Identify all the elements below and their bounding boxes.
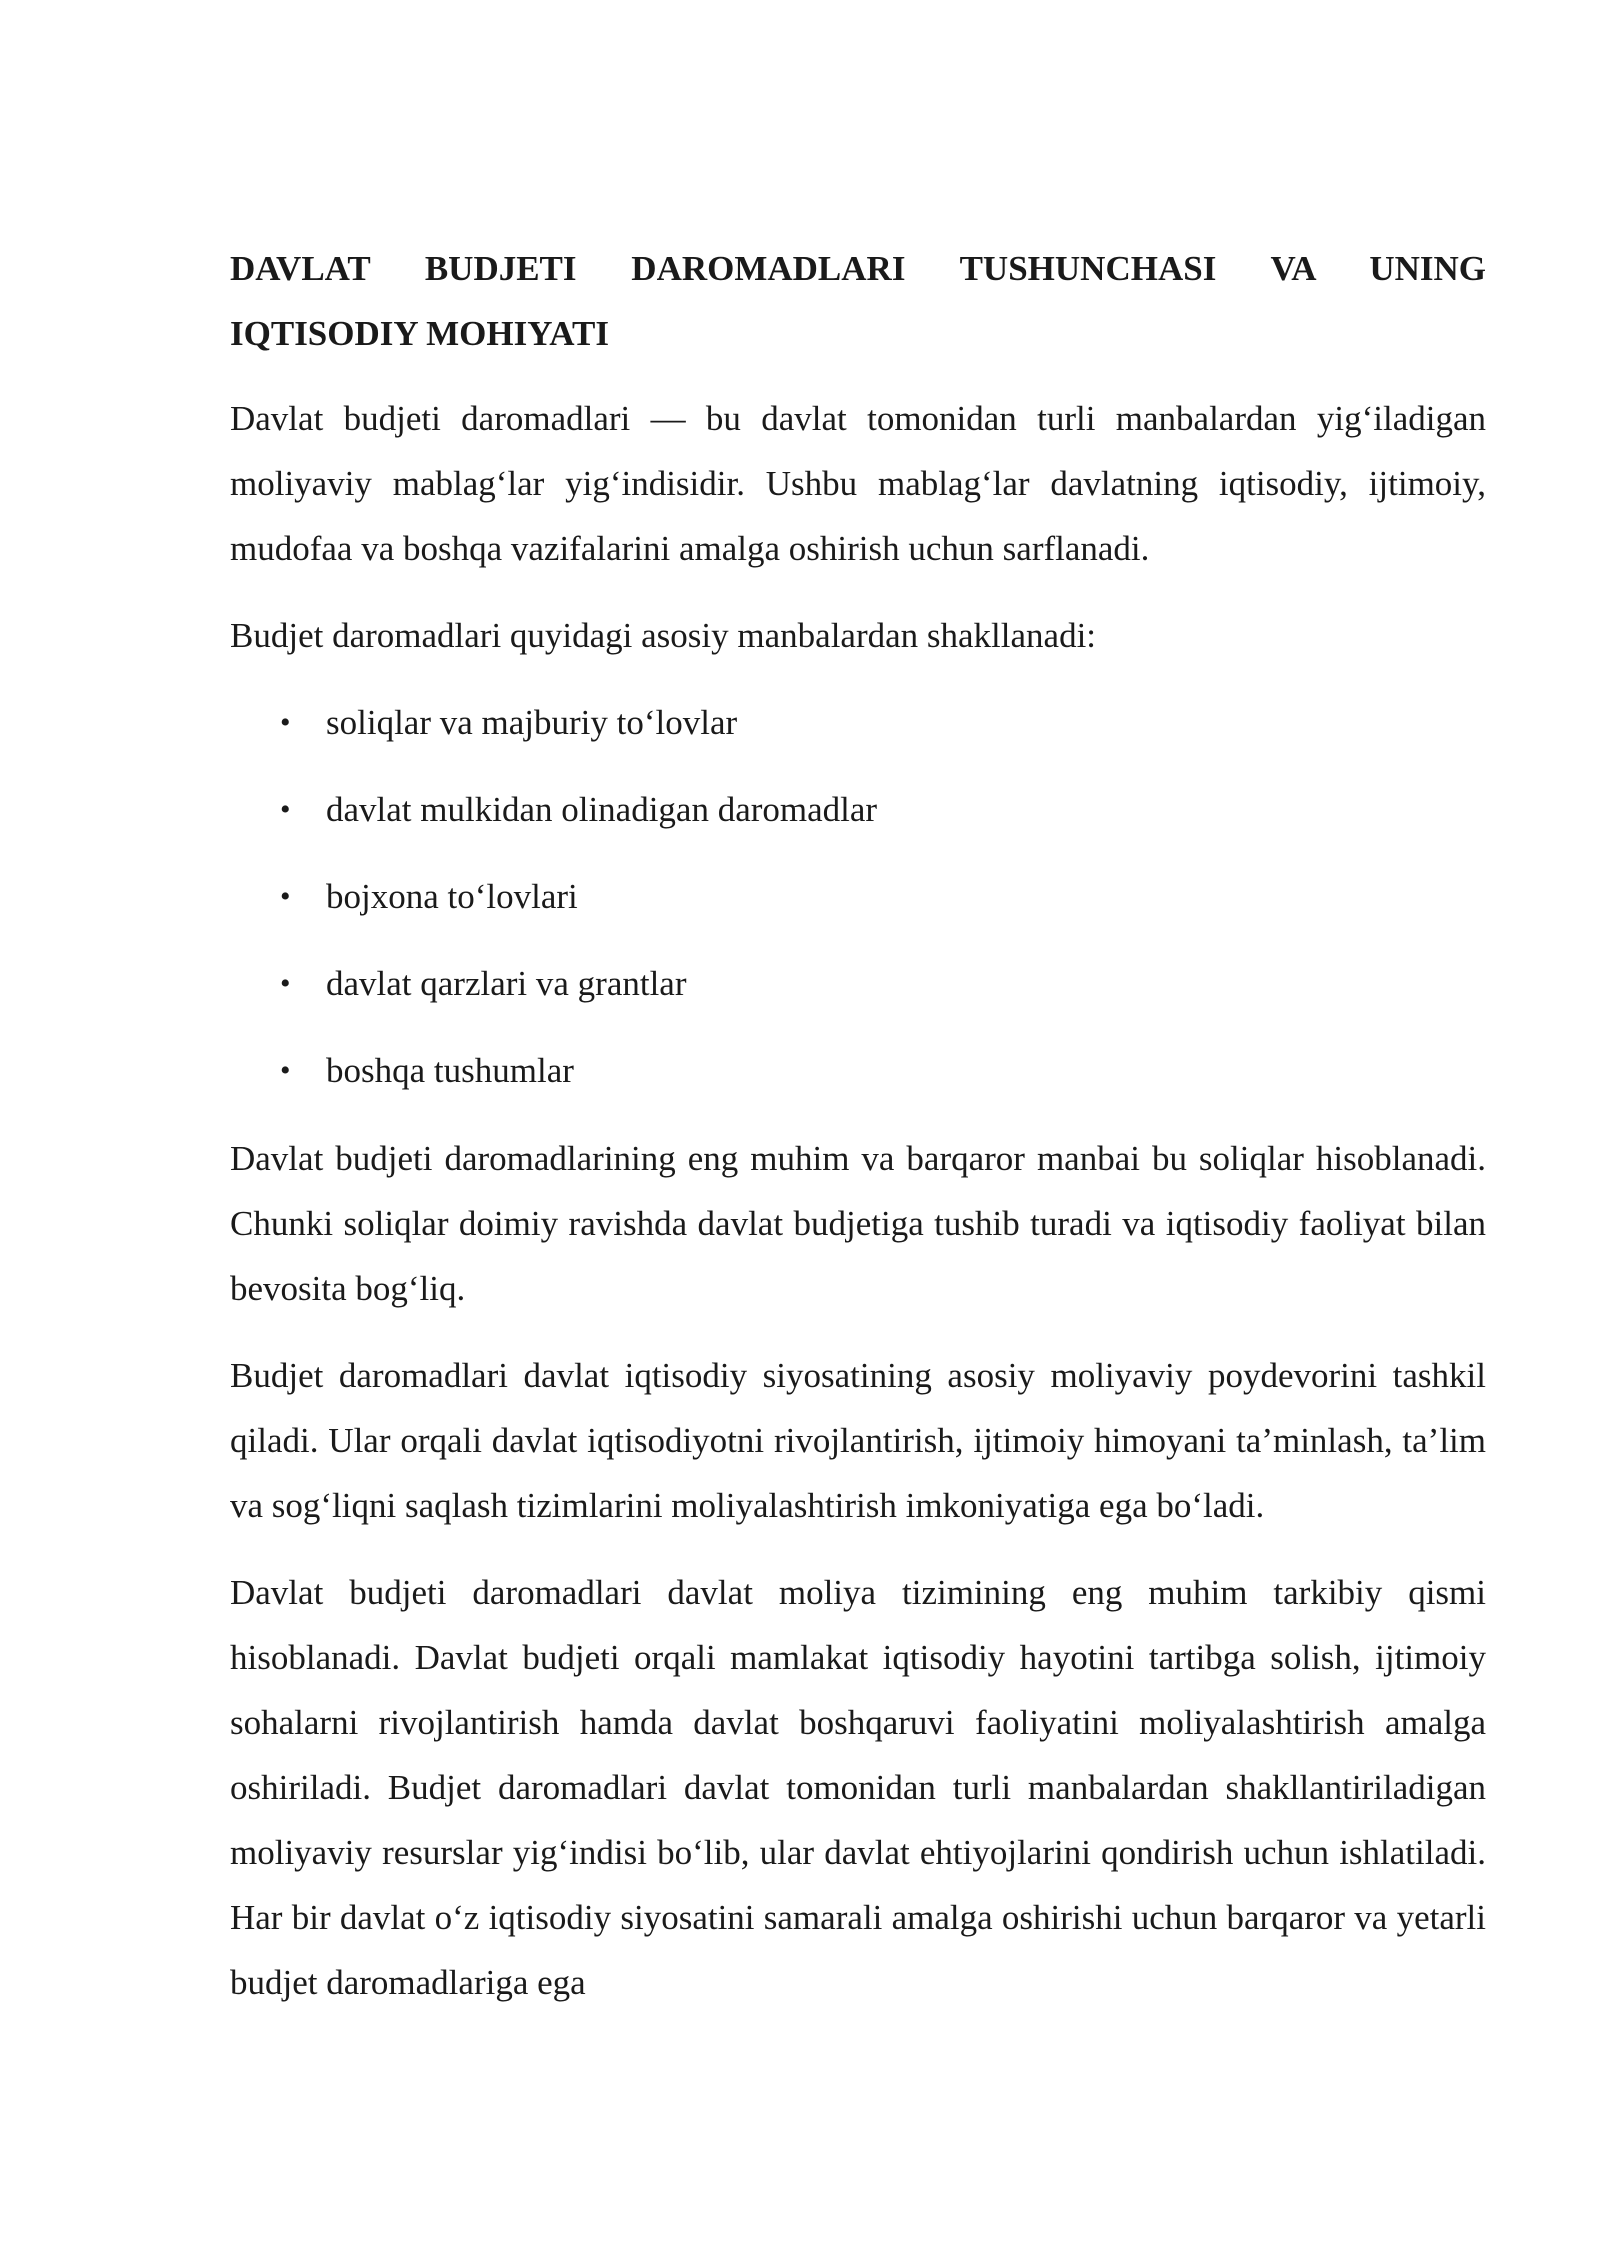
list-item	[230, 777, 1486, 842]
list-item-text: bojxona to‘lovlari	[326, 877, 578, 916]
list-item-text: boshqa tushumlar	[326, 1051, 574, 1090]
list-item-text: davlat qarzlari va grantlar	[326, 964, 687, 1003]
paragraph-sources-intro: Budjet daromadlari quyidagi asosiy manbalardan shakllanadi:	[230, 616, 1097, 655]
bullet-icon: •	[280, 967, 291, 1000]
sources-list	[230, 690, 1486, 1103]
paragraph-definition: Davlat budjeti daromadlari — bu davlat tomonidan turli manbalardan yig‘iladigan moliyaviy mablag‘lar yig‘indisidir. Ushbu mablag‘lar davlatning iqtisodiy, ijtimoiy, mudofaa va boshqa vazifalarini amalga oshirish uchun sarflanadi.	[230, 399, 1486, 568]
document-title-line2: IQTISODIY MOHIYATI	[230, 314, 609, 353]
bullet-icon: •	[280, 706, 291, 739]
document-title	[230, 236, 1486, 366]
paragraph-taxes: Davlat budjeti daromadlarining eng muhim va barqaror manbai bu soliqlar hisoblanadi. Chunki soliqlar doimiy ravishda davlat budjetiga tushib turadi va iqtisodiy faoliyat bilan bevosita bog‘liq.	[230, 1139, 1486, 1308]
bullet-icon: •	[280, 880, 291, 913]
list-item	[230, 690, 1486, 755]
list-item-text: davlat mulkidan olinadigan daromadlar	[326, 790, 878, 829]
document-title-line1: DAVLAT BUDJETI DAROMADLARI TUSHUNCHASI VA UNING	[230, 249, 1486, 288]
list-item	[230, 864, 1486, 929]
list-item-text: soliqlar va majburiy to‘lovlar	[326, 703, 738, 742]
paragraph-policy: Budjet daromadlari davlat iqtisodiy siyosatining asosiy moliyaviy poydevorini tashkil qiladi. Ular orqali davlat iqtisodiyotni rivojlantirish, ijtimoiy himoyani ta’minlash, ta’lim va sog‘liqni saqlash tizimlarini moliyalashtirish imkoniyatiga ega bo‘ladi.	[230, 1356, 1486, 1525]
paragraph-finance-system: Davlat budjeti daromadlari davlat moliya tizimining eng muhim tarkibiy qismi hisoblanadi. Davlat budjeti orqali mamlakat iqtisodiy hayotini tartibga solish, ijtimoiy sohalarni rivojlantirish hamda davlat boshqaruvi faoliyatini moliyalashtirish amalga oshiriladi. Budjet daromadlari davlat tomonidan turli manbalardan shakllantiriladigan moliyaviy resurslar yig‘indisi bo‘lib, ular davlat ehtiyojlarini qondirish uchun ishlatiladi. Har bir davlat o‘z iqtisodiy siyosatini samarali amalga oshirishi uchun barqaror va yetarli budjet daromadlariga ega	[230, 1573, 1486, 2002]
list-item	[230, 1038, 1486, 1103]
bullet-icon: •	[280, 1054, 291, 1087]
bullet-icon: •	[280, 793, 291, 826]
list-item	[230, 951, 1486, 1016]
document-page	[230, 236, 1486, 2037]
